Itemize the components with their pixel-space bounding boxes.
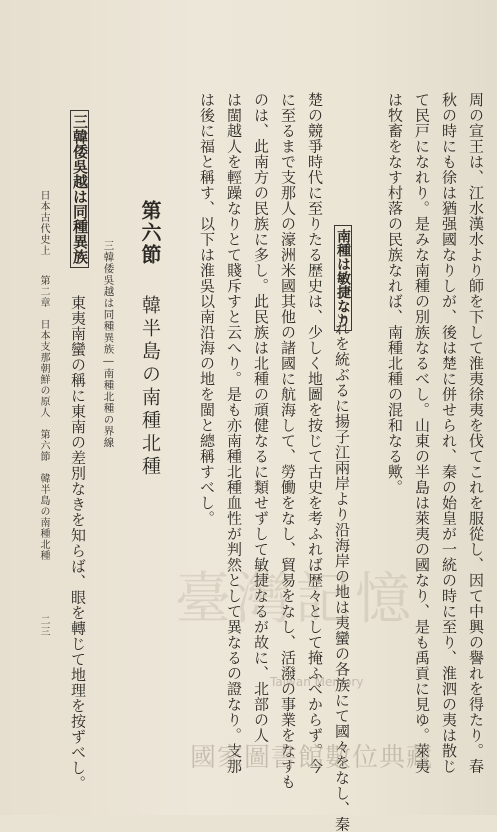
watermark-subtitle: Taiwan Memory (270, 675, 364, 689)
section-number: 第六節 (138, 200, 162, 266)
box-label-same-race: 三韓倭吳越は同種異族 (70, 110, 89, 268)
text-column-7: に至るまで支那人の濠洲米國其他の諸國に航海して、勞働をなし、貿易をなし、活潑の事業をなすも (279, 92, 297, 790)
watermark-organization: 國家圖書館數位典藏 (190, 743, 434, 773)
text-column-4: は牧畜をなす村落の民族なれば、南種北種の混和なる歟。 (386, 92, 404, 495)
text-column-11: 東夷南蠻の稱に東南の差別なきを知らば、眼を轉じて地理を按ずべし。 (69, 295, 87, 791)
text-column-6: 楚の競爭時代に至りたる歴史は、少しく地圖を按じて古史を考ふれば歴々として掩ふべからず。今 (306, 92, 324, 774)
text-column-9: は閩越人を輕躁なりとて賤斥すと云へり。是も亦南種北種血性が判然として異なるの證なり。支那 (225, 92, 243, 774)
footer-book-title: 日本古代史上 (38, 190, 49, 256)
text-column-5: これを統ぶるに揚子江兩岸より沿海岸の地は夷蠻の各族にて國々をなし、秦 (333, 305, 351, 832)
text-column-1: 周の宣王は、江水漢水より師を下して淮夷徐夷を伐てこれを服從し、因て中興の譽れを得たり。春 (467, 92, 485, 774)
watermark-logo: 臺灣記憶 (175, 567, 415, 632)
box-label-south-agile: 南種は敏捷なり (334, 225, 352, 331)
text-column-8: のは、此南方の民族に多し。此民族は北種の頑健なるに類せずして敏捷なるが故に、北部の人 (252, 92, 270, 743)
section-subtitle: 三韓倭吳越は同種異族―南種北種の界線 (102, 240, 115, 449)
text-column-3: て民戸になれり。是みな南種の別族なるべし。山東の半島は萊夷の國なり、是も禹貢に見ゆ。萊夷 (413, 92, 431, 774)
footer-chapter: 第二章 日本支那朝鮮の原人 第六節 韓半島の南種北種 (38, 275, 49, 561)
text-column-2: 秋の時にも徐は猶强國なりしが、後は楚に併せられ、秦の始皇が一統の時に至り、淮泗の夷は散じ (440, 92, 458, 774)
text-column-10: は後に福と稱す、以下は淮吳以南沿海の地を閩と總稱すべし。 (198, 92, 216, 526)
page-number: 二三 (38, 615, 49, 637)
section-title: 韓半島の南種北種 (139, 295, 161, 479)
